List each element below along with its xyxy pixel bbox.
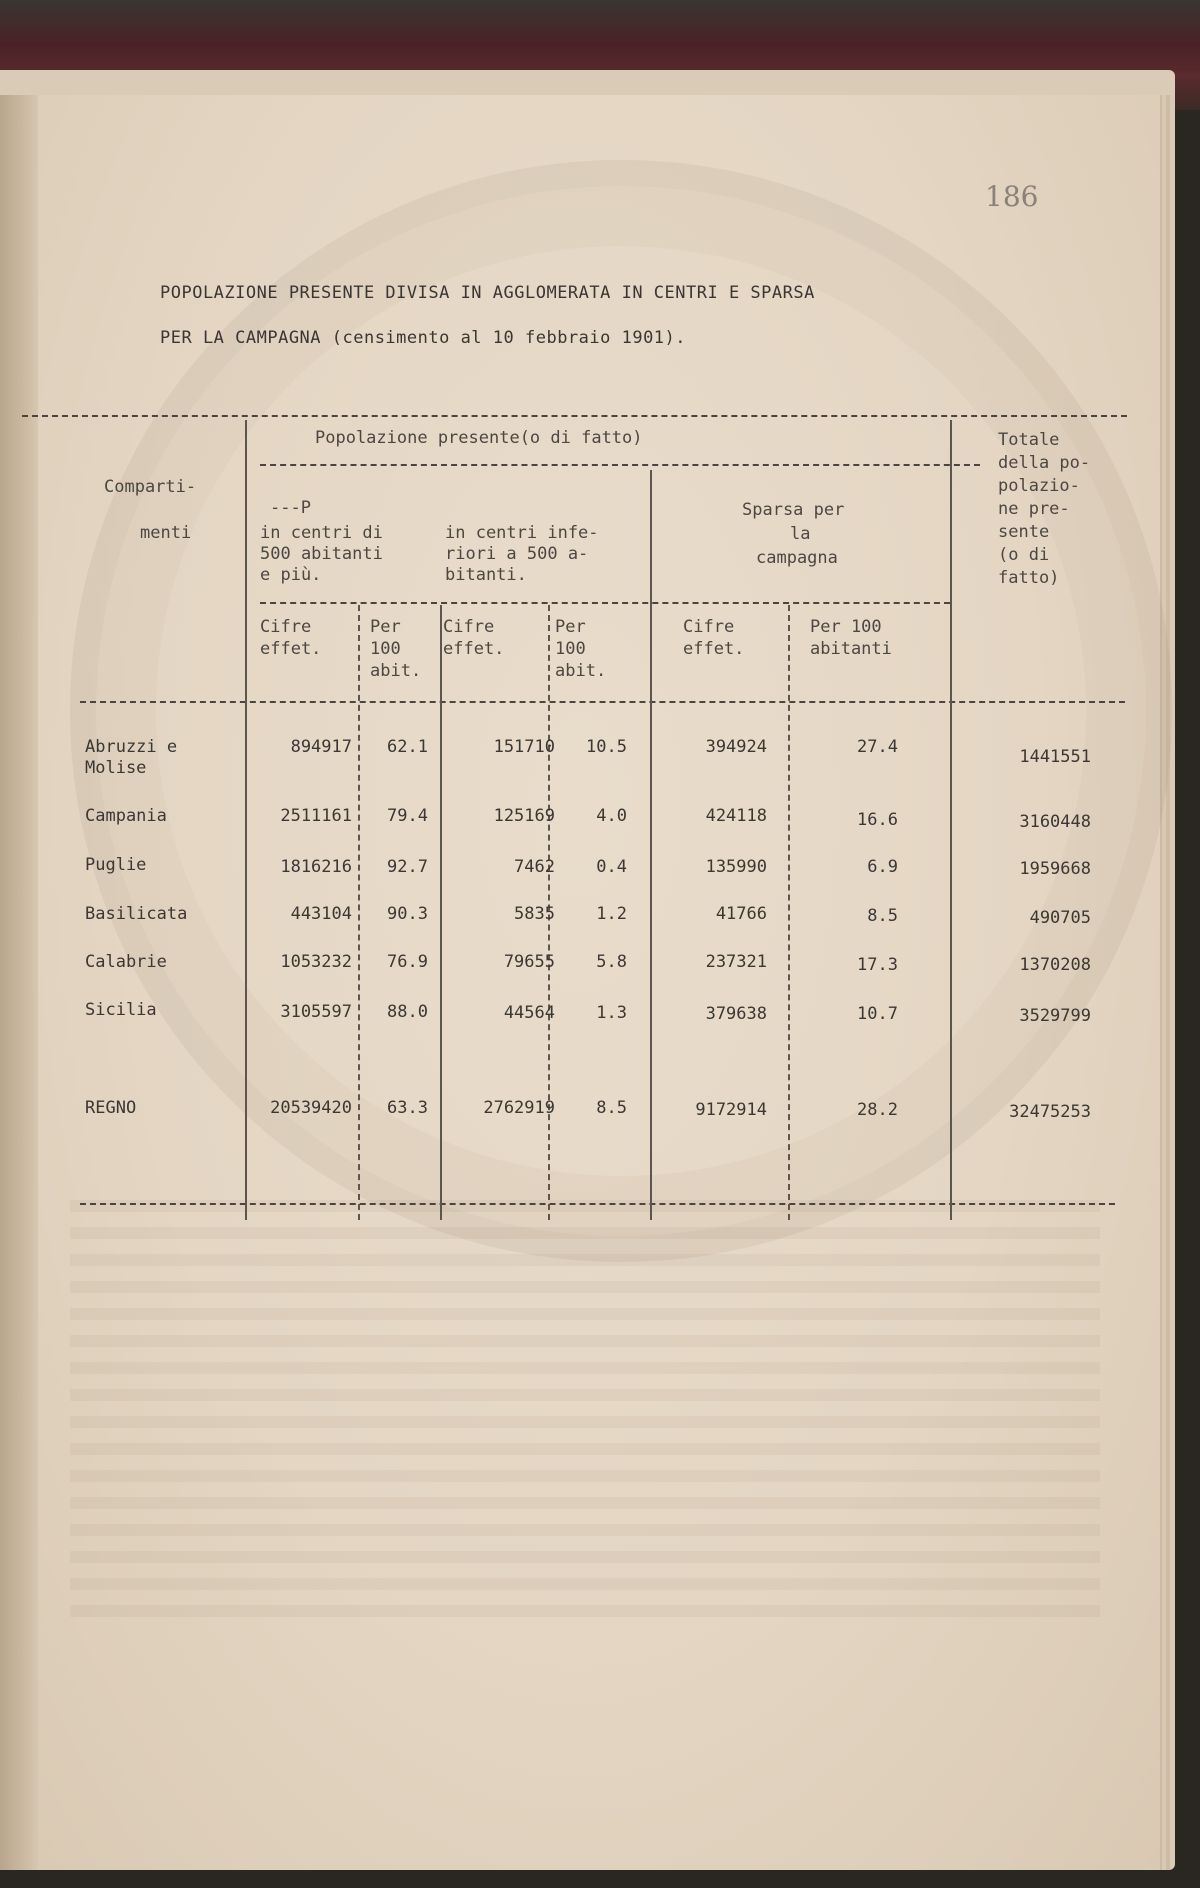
row-name: Sicilia xyxy=(85,1000,157,1020)
cell-c3: 424118 xyxy=(705,806,767,826)
cell-p2: 4.0 xyxy=(596,806,627,826)
bleed-through-text xyxy=(70,1200,1100,1620)
cell-c1: 1816216 xyxy=(280,857,352,877)
header-centri-500-2: 500 abitanti xyxy=(260,544,383,564)
cell-p3: 28.2 xyxy=(857,1100,898,1120)
cell-c1: 443104 xyxy=(290,904,352,924)
cell-c2: 5835 xyxy=(514,904,555,924)
cell-c3: 41766 xyxy=(715,904,767,924)
header-totale-2: della po- xyxy=(998,453,1091,473)
cell-p1: 88.0 xyxy=(387,1002,428,1022)
header-sparsa-3: campagna xyxy=(756,548,838,568)
header-cifre-3b: effet. xyxy=(683,639,745,659)
header-centri-inf-3: bitanti. xyxy=(445,565,527,585)
row-name: Puglie xyxy=(85,855,147,875)
cell-p2: 1.3 xyxy=(596,1003,627,1023)
row-name-total: REGNO xyxy=(85,1098,137,1118)
header-totale-3: polazio- xyxy=(998,476,1080,496)
cell-p2: 10.5 xyxy=(586,737,627,757)
cell-c1: 20539420 xyxy=(270,1098,352,1118)
cell-p1: 79.4 xyxy=(387,806,428,826)
row-name-line2: Molise xyxy=(85,758,147,778)
cell-c1: 894917 xyxy=(290,737,352,757)
cell-p2: 5.8 xyxy=(596,952,627,972)
header-per100-2a: Per xyxy=(555,617,586,637)
header-cifre-1b: effet. xyxy=(260,639,322,659)
header-per100-2b: 100 xyxy=(555,639,586,659)
header-totale-5: sente xyxy=(998,522,1050,542)
header-per100-1c: abit. xyxy=(370,661,422,681)
page-gutter xyxy=(0,95,38,1870)
page-number: 186 xyxy=(985,180,1039,213)
cell-total: 32475253 xyxy=(1009,1102,1091,1122)
header-compartimenti-1: Comparti- xyxy=(104,477,197,497)
title-line-1: POPOLAZIONE PRESENTE DIVISA IN AGGLOMERATA IN CENTRI E SPARSA xyxy=(160,283,815,303)
header-centri-500-1: in centri di xyxy=(260,523,383,543)
cell-p3: 6.9 xyxy=(867,857,898,877)
cell-c3: 9172914 xyxy=(695,1100,767,1120)
cell-p3: 8.5 xyxy=(867,906,898,926)
cell-total: 1441551 xyxy=(1019,747,1091,767)
header-totale-4: ne pre- xyxy=(998,499,1070,519)
header-centri-inf-2: riori a 500 a- xyxy=(445,544,589,564)
header-cifre-1a: Cifre xyxy=(260,617,312,637)
cell-c3: 379638 xyxy=(705,1004,767,1024)
header-cifre-2b: effet. xyxy=(443,639,505,659)
header-cifre-2a: Cifre xyxy=(443,617,495,637)
header-centri-500-3: e più. xyxy=(260,565,322,585)
cell-p1: 62.1 xyxy=(387,737,428,757)
cell-p2: 8.5 xyxy=(596,1098,627,1118)
header-sparsa-2: la xyxy=(790,524,811,544)
cell-total: 1959668 xyxy=(1019,859,1091,879)
header-cifre-3a: Cifre xyxy=(683,617,735,637)
cell-p1: 76.9 xyxy=(387,952,428,972)
cell-c2: 44564 xyxy=(503,1003,555,1023)
title-line-2: PER LA CAMPAGNA (censimento al 10 febbraio 1901). xyxy=(160,328,687,348)
cell-c1: 3105597 xyxy=(280,1002,352,1022)
cell-c2: 7462 xyxy=(514,857,555,877)
header-per100-1b: 100 xyxy=(370,639,401,659)
header-per100-1a: Per xyxy=(370,617,401,637)
header-centri-inf-1: in centri infe- xyxy=(445,523,599,543)
cell-p3: 27.4 xyxy=(857,737,898,757)
cell-c2: 2762919 xyxy=(483,1098,555,1118)
watermark-seal xyxy=(70,160,1172,1262)
header-totale-7: fatto) xyxy=(998,568,1060,588)
cell-total: 3529799 xyxy=(1019,1006,1091,1026)
row-name: Basilicata xyxy=(85,904,188,924)
header-totale-1: Totale xyxy=(998,430,1060,450)
cell-c3: 135990 xyxy=(705,857,767,877)
cell-c2: 79655 xyxy=(503,952,555,972)
cell-c2: 151710 xyxy=(493,737,555,757)
cell-p1: 90.3 xyxy=(387,904,428,924)
header-popolazione: Popolazione presente(o di fatto) xyxy=(315,428,643,448)
cell-c1: 2511161 xyxy=(280,806,352,826)
row-name: Calabrie xyxy=(85,952,167,972)
row-name-line1: Abruzzi e xyxy=(85,737,178,757)
cell-p2: 1.2 xyxy=(596,904,627,924)
header-totale-6: (o di xyxy=(998,545,1050,565)
cell-p1: 63.3 xyxy=(387,1098,428,1118)
header-per100-2c: abit. xyxy=(555,661,607,681)
cell-p3: 17.3 xyxy=(857,955,898,975)
cell-c2: 125169 xyxy=(493,806,555,826)
cell-p3: 16.6 xyxy=(857,810,898,830)
cell-c3: 394924 xyxy=(705,737,767,757)
cell-p1: 92.7 xyxy=(387,857,428,877)
header-sparsa-1: Sparsa per xyxy=(742,500,845,520)
header-p: ---P xyxy=(270,498,311,518)
cell-total: 3160448 xyxy=(1019,812,1091,832)
row-name: Campania xyxy=(85,806,167,826)
header-per100-3b: abitanti xyxy=(810,639,892,659)
cell-p2: 0.4 xyxy=(596,857,627,877)
cell-total: 490705 xyxy=(1029,908,1091,928)
cell-p3: 10.7 xyxy=(857,1004,898,1024)
header-compartimenti-2: menti xyxy=(140,523,192,543)
header-per100-3a: Per 100 xyxy=(810,617,882,637)
cell-c3: 237321 xyxy=(705,952,767,972)
cell-c1: 1053232 xyxy=(280,952,352,972)
cell-total: 1370208 xyxy=(1019,955,1091,975)
